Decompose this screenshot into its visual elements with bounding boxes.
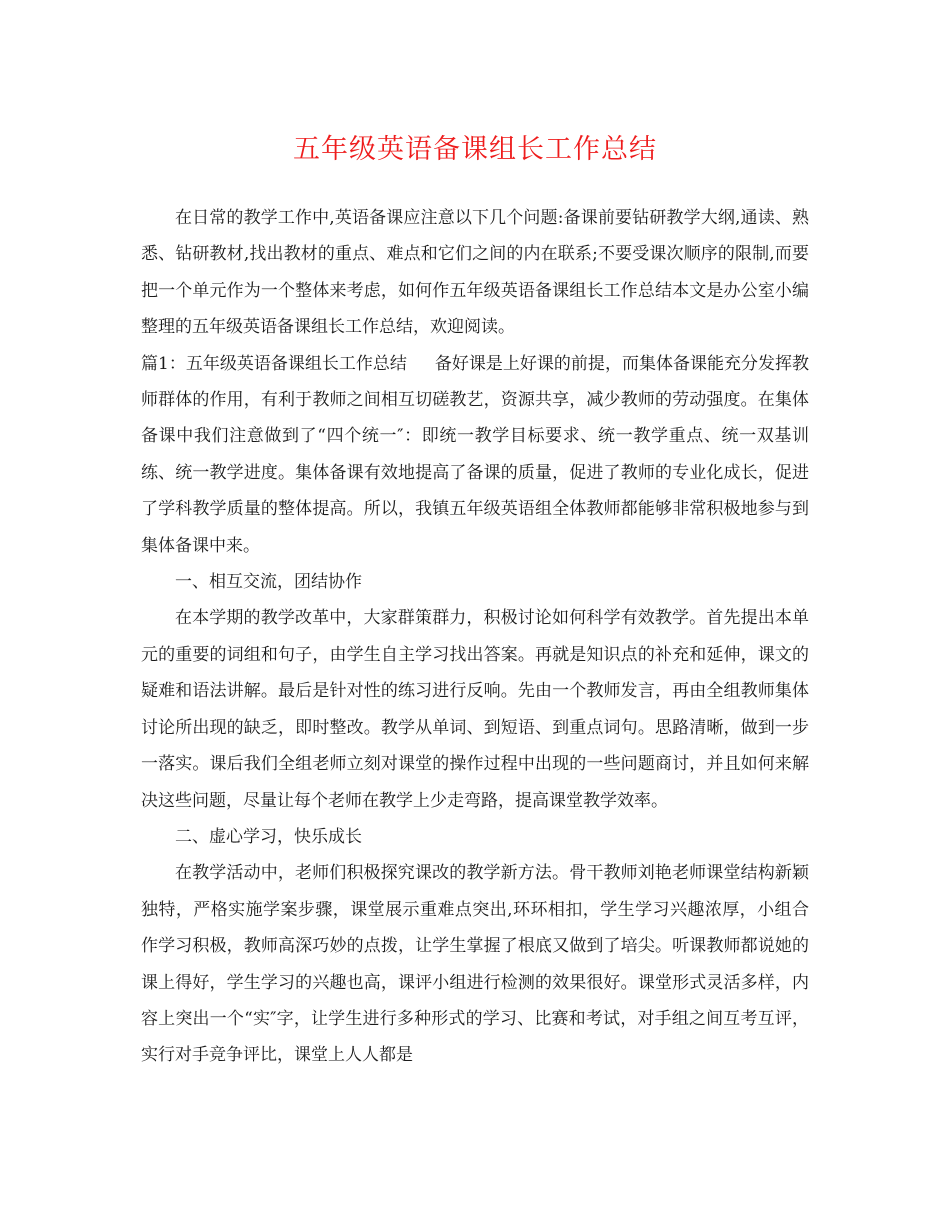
document-body	[141, 200, 809, 1074]
chapter-paragraph	[141, 346, 809, 564]
chapter-label: 篇1：五年级英语备课组长工作总结	[141, 353, 407, 374]
section2-heading: 二、虚心学习，快乐成长	[175, 826, 362, 847]
chapter-text: 备好课是上好课的前提，而集体备课能充分发挥教师群体的作用，有利于教师之间相互切磋教艺，资源共享，减少教师的劳动强度。在集体备课中我们注意做到了“四个统一″：即统一教学目标要求、统一教学重点、统一双基训练、统一教学进度。集体备课有效地提高了备课的质量，促进了教师的专业化成长，促进了学科教学质量的整体提高。所以，我镇五年级英语组全体教师都能够非常积极地参与到集体备课中来。	[141, 353, 809, 556]
document-title: 五年级英语备课组长工作总结	[293, 134, 657, 165]
section1-heading: 一、相互交流，团结协作	[175, 572, 362, 593]
section1-paragraph: 在本学期的教学改革中，大家群策群力，积极讨论如何科学有效教学。首先提出本单元的重要的词组和句子，由学生自主学习找出答案。再就是知识点的补充和延伸，课文的疑难和语法讲解。最后是针对性的练习进行反响。先由一个教师发言，再由全组教师集体讨论所出现的缺乏，即时整改。教学从单词、到短语、到重点词句。思路清晰，做到一步一落实。课后我们全组老师立刻对课堂的操作过程中出现的一些问题商讨，并且如何来解决这些问题，尽量让每个老师在教学上少走弯路，提高课堂教学效率。	[141, 608, 809, 811]
intro-paragraph: 在日常的教学工作中,英语备课应注意以下几个问题:备课前要钻研教学大纲,通读、熟悉、钻研教材,找出教材的重点、难点和它们之间的内在联系;不要受课次顺序的限制,而要把一个单元作为一个整体来考虑，如何作五年级英语备课组长工作总结本文是办公室小编整理的五年级英语备课组长工作总结，欢迎阅读。	[141, 208, 809, 338]
section2-paragraph: 在教学活动中，老师们积极探究课改的教学新方法。骨干教师刘艳老师课堂结构新颖独特，严格实施学案步骤，课堂展示重难点突出,环环相扣，学生学习兴趣浓厚，小组合作学习积极，教师高深巧妙的点拨，让学生掌握了根底又做到了培尖。听课教师都说她的课上得好，学生学习的兴趣也高，课评小组进行检测的效果很好。课堂形式灵活多样，内容上突出一个“实″字，让学生进行多种形式的学习、比赛和考试，对手组之间互考互评，实行对手竞争评比，课堂上人人都是	[141, 863, 809, 1066]
